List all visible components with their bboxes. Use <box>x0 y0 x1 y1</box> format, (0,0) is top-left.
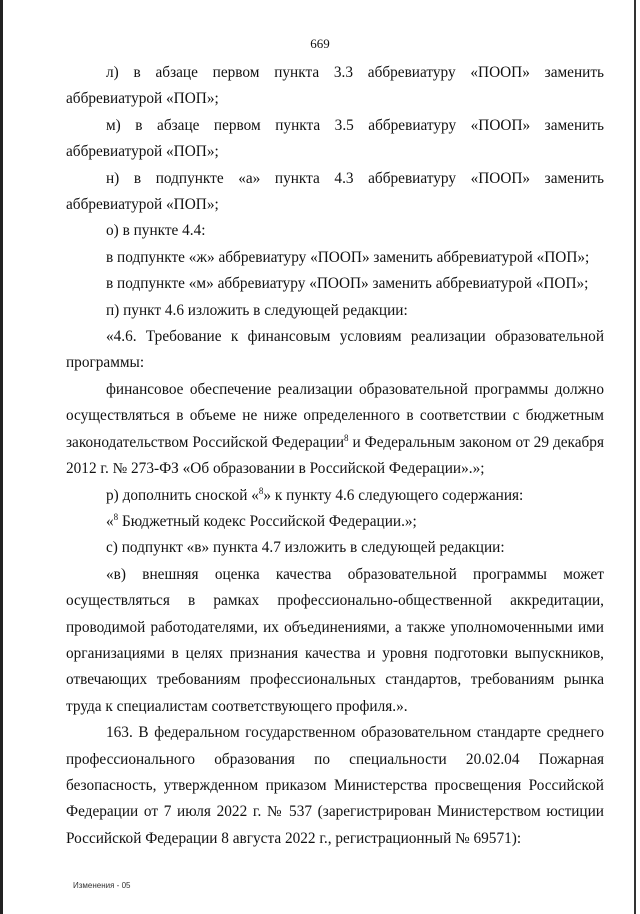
financing-text-b: и Федеральным законом от 29 декабря 2012 г. № 273-ФЗ «Об образовании в Российской Федерации».»; <box>66 433 604 478</box>
r-text-a: р) дополнить сноской « <box>106 486 259 504</box>
paragraph-o-m: в подпункте «м» аббревиатуру «ПООП» заменить аббревиатурой «ПОП»; <box>106 275 589 293</box>
scan-edge-right <box>634 0 636 914</box>
paragraph-o-zh: в подпункте «ж» аббревиатуру «ПООП» заменить аббревиатурой «ПОП»; <box>106 248 590 266</box>
scan-edge-left <box>0 0 3 914</box>
paragraph-o: о) в пункте 4.4: <box>106 222 206 240</box>
paragraph-v-assessment: «в) внешняя оценка качества образовательной программы может осуществляться в рамках профессионально-общественной аккредитации, проводимой работодателями, их объединениями, а также уполномоченными ими организациями в целях признания качества и уровня подготовки выпускников, отвечающих требованиям профессиональных стандартов, требованиям рынка труда к специалистам соответствующего профиля.». <box>66 565 604 715</box>
paragraph-m: м) в абзаце первом пункта 3.5 аббревиатуру «ПООП» заменить аббревиатурой «ПОП»; <box>66 116 604 161</box>
page-number: 669 <box>310 36 330 51</box>
r-footnote-sup: 8 <box>258 485 264 496</box>
document-body <box>66 60 604 852</box>
footnote-ref-8: 8 <box>344 432 349 443</box>
paragraph-footnote-8 <box>66 509 604 535</box>
fn-text-b: Бюджетный кодекс Российской Федерации.»; <box>118 512 417 530</box>
r-text-b: » к пункту 4.6 следующего содержания: <box>263 486 524 504</box>
paragraph-4-6: «4.6. Требование к финансовым условиям реализации образовательной программы: <box>66 328 604 372</box>
paragraph-n: н) в подпункте «а» пункта 4.3 аббревиатуру «ПООП» заменить аббревиатурой «ПОП»; <box>66 169 604 214</box>
paragraph-l: л) в абзаце первом пункта 3.3 аббревиатуру «ПООП» заменить аббревиатурой «ПОП»; <box>66 64 604 108</box>
paragraph-r <box>66 483 604 509</box>
paragraph-financing <box>66 377 604 483</box>
fn-text-a: « <box>106 512 114 530</box>
footer-note: Изменения - 05 <box>73 881 131 890</box>
paragraph-s: с) подпункт «в» пункта 4.7 изложить в следующей редакции: <box>106 539 505 557</box>
financing-text-a: финансовое обеспечение реализации образовательной программы должно осуществляться в объеме не ниже определенного в соответствии с бюджетным законодательством Российской Федерации <box>66 380 604 451</box>
fn-sup: 8 <box>113 511 119 522</box>
paragraph-p: п) пункт 4.6 изложить в следующей редакции: <box>106 301 408 319</box>
paragraph-163: 163. В федеральном государственном образовательном стандарте среднего профессионального образования по специальности 20.02.04 Пожарная безопасность, утвержденном приказом Министерства просвещения Российской Федерации от 7 июля 2022 г. № 537 (зарегистрирован Министерством юстиции Российской Федерации 8 августа 2022 г., регистрационный № 69571): <box>66 724 604 847</box>
